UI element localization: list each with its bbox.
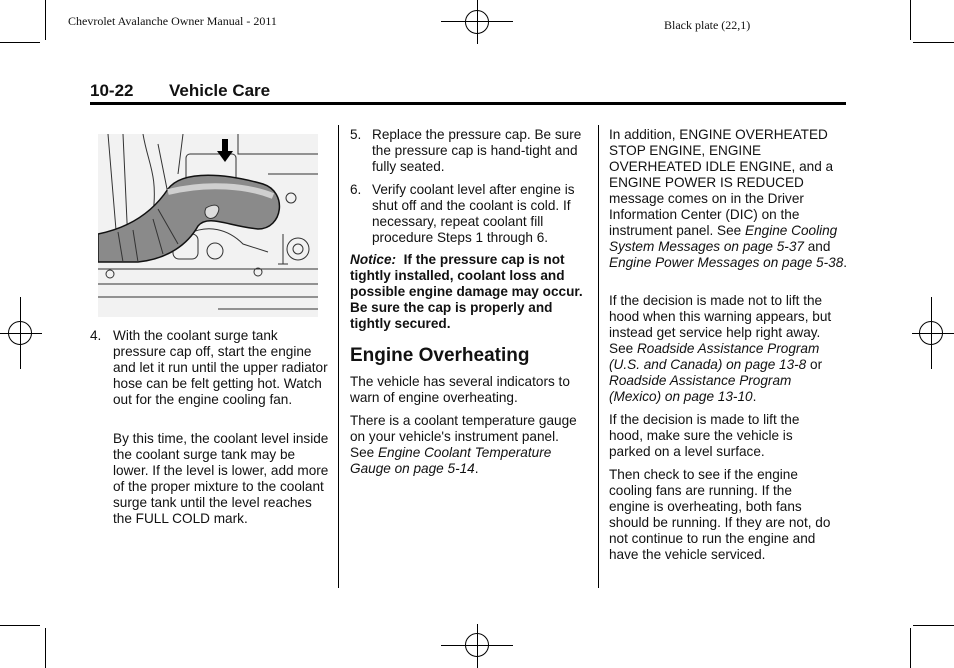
notice-block <box>350 252 590 332</box>
text: or <box>806 357 823 372</box>
crop-mark <box>0 42 40 43</box>
text: and <box>803 239 831 254</box>
crop-mark <box>0 625 40 626</box>
cross-reference[interactable]: Roadside Assistance Program (U.S. and Canada) on page 13-8 <box>609 341 820 372</box>
step-6-text: Verify coolant level after engine is shut off and the coolant is cold. If necessary, repeat coolant fill procedure Steps 1 through 6. <box>372 182 575 245</box>
cross-reference[interactable]: Engine Coolant Temperature Gauge on page 5-14 <box>350 445 552 476</box>
manual-title: Chevrolet Avalanche Owner Manual - 2011 <box>68 14 277 28</box>
section-title: Vehicle Care <box>169 81 271 100</box>
text: If the decision is made not to lift the hood when this warning appears, but instead get service help right away. See <box>609 293 832 356</box>
step-number: 5. <box>350 127 362 142</box>
text: In addition, ENGINE OVERHEATED STOP ENGINE, ENGINE OVERHEATED IDLE ENGINE, and a ENGINE POWER IS REDUCED message comes on in the Driver Information Center (DIC) on the instrument panel. See <box>609 127 834 238</box>
step-number: 6. <box>350 182 362 197</box>
paragraph: Then check to see if the engine cooling fans are running. If the engine is overheating, both fans should be running. If they are not, do not continue to run the engine and have the vehicle serviced. <box>609 467 831 562</box>
crop-mark <box>913 42 954 43</box>
header-rule <box>90 102 846 105</box>
engine-radiator-hose-illustration <box>98 134 318 317</box>
crop-mark <box>45 0 46 40</box>
paragraph: The vehicle has several indicators to warn of engine overheating. <box>350 374 570 405</box>
crop-mark <box>910 0 911 40</box>
plate-label: Black plate (22,1) <box>664 18 751 32</box>
cross-reference[interactable]: Engine Power Messages on page 5-38 <box>609 255 844 270</box>
crop-mark <box>913 625 954 626</box>
section-heading: Engine Overheating <box>350 345 530 366</box>
crop-mark <box>910 628 911 668</box>
paragraph <box>350 413 585 477</box>
step-4-text: With the coolant surge tank pressure cap off, start the engine and let it run until the upper radiator hose can be felt getting hot. Watch out for the engine cooling fan. <box>113 328 328 407</box>
paragraph <box>609 293 845 405</box>
cross-reference[interactable]: Roadside Assistance Program (Mexico) on page 13-10 <box>609 373 792 404</box>
column-divider <box>338 125 339 588</box>
arrow-icon <box>222 139 228 153</box>
step-number: 4. <box>90 328 102 343</box>
paragraph: If the decision is made to lift the hood, make sure the vehicle is parked on a level surface. <box>609 412 800 459</box>
text: . <box>843 255 848 270</box>
notice-label: Notice: <box>350 252 397 267</box>
text: There is a coolant temperature gauge on your vehicle's instrument panel. See <box>350 413 577 460</box>
text: . <box>752 389 757 404</box>
page-number: 10-22 <box>90 81 134 100</box>
crop-mark <box>45 628 46 668</box>
step-5-text: Replace the pressure cap. Be sure the pressure cap is hand-tight and fully seated. <box>372 127 582 174</box>
paragraph <box>609 127 849 271</box>
cross-reference[interactable]: Engine Cooling System Messages on page 5-37 <box>609 223 838 254</box>
column-divider <box>598 125 599 588</box>
notice-text: If the pressure cap is not tightly installed, coolant loss and possible engine damage may occur. Be sure the cap is properly and tightly secured. <box>350 252 583 331</box>
step-4-continued: By this time, the coolant level inside the coolant surge tank may be lower. If the level is lower, add more of the proper mixture to the coolant surge tank until the level reaches the FULL COLD mark. <box>113 431 329 526</box>
text: . <box>474 461 479 476</box>
